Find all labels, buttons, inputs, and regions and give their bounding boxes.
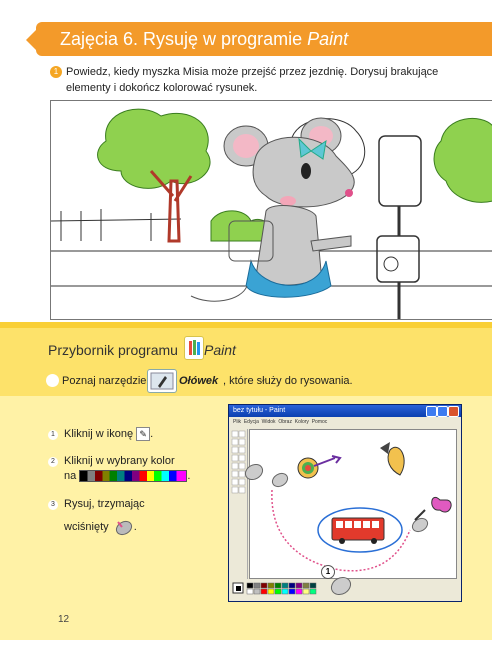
menu-image: Obraz bbox=[278, 419, 292, 425]
coloring-illustration bbox=[50, 100, 492, 320]
intro-text-end: , które służy do rysowania. bbox=[223, 375, 353, 387]
close-icon bbox=[448, 406, 459, 417]
menu-edit: Edycja bbox=[243, 419, 259, 425]
mouse-cursor-illustration bbox=[242, 460, 266, 482]
palette-icon bbox=[79, 470, 187, 482]
step-number: 2 bbox=[48, 457, 58, 467]
paint-canvas bbox=[249, 429, 457, 579]
page-number: 12 bbox=[58, 614, 70, 625]
mouse-cursor-illustration-bottom bbox=[328, 574, 354, 598]
paint-logo-icon bbox=[184, 336, 204, 360]
pencil-icon: ✎ bbox=[136, 427, 150, 441]
paint-menu-bar bbox=[229, 417, 461, 427]
intro-text: Poznaj narzędzie bbox=[62, 375, 147, 387]
section-title-app-name: Paint bbox=[204, 342, 236, 358]
page-title: Zajęcia 6. Rysuję w programie Paint bbox=[60, 29, 349, 49]
task-instruction: Powiedz, kiedy myszka Misia może przejść przez jezdnię. Dorysuj brakujące elementy i dokończ kolorować rysunek. bbox=[66, 66, 439, 94]
step-1-text: Kliknij w ikonę ✎ . bbox=[64, 428, 154, 440]
step-2-text: Kliknij w wybrany kolor na . bbox=[64, 455, 191, 482]
maximize-icon bbox=[437, 406, 448, 417]
paint-window-screenshot bbox=[228, 404, 462, 602]
menu-help: Pomoc bbox=[311, 419, 328, 425]
tool-name: Ołówek bbox=[179, 375, 219, 387]
menu-view: Widok bbox=[261, 419, 276, 425]
paint-window-title: bez tytułu - Paint bbox=[229, 405, 461, 417]
step-number: 3 bbox=[48, 500, 58, 510]
section-title: Przybornik programu bbox=[48, 342, 178, 358]
task-number-badge: 1 bbox=[50, 66, 62, 78]
step-3-text: Rysuj, trzymając wciśnięty . bbox=[64, 497, 145, 536]
menu-colors: Kolory bbox=[294, 419, 309, 425]
mouse-icon bbox=[112, 518, 134, 536]
menu-file: Plik bbox=[233, 419, 242, 425]
paint-toolbox bbox=[231, 429, 248, 579]
tools-section-top-line bbox=[0, 322, 492, 328]
bullet-dot bbox=[46, 374, 59, 387]
pencil-tool-icon bbox=[147, 369, 177, 393]
mouse-scene-drawing bbox=[51, 101, 492, 319]
callout-number: 1 bbox=[321, 565, 335, 579]
minimize-icon bbox=[426, 406, 437, 417]
step-number: 1 bbox=[48, 430, 58, 440]
